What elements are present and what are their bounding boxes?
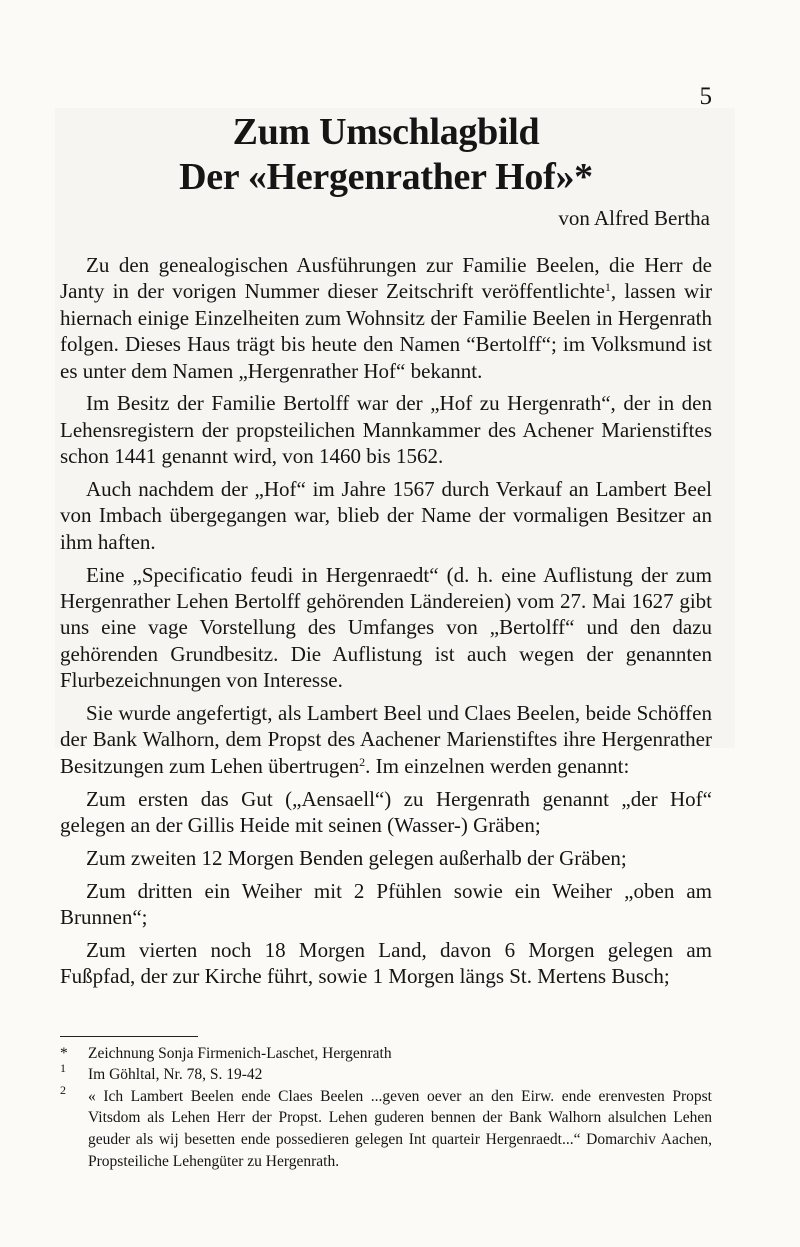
footnote-ref: 1 (604, 280, 611, 295)
footnotes (60, 1043, 712, 1173)
paragraph: Eine „Specificatio feudi in Hergenraedt“ (d. h. eine Auflistung der zum Hergenrather Lehen Bertolff gehörenden Ländereien) vom 27. Mai 1627 gibt uns eine vage Vorstellung des Umfanges von „Bertolff“ und den dazu gehörenden Grundbesitz. Die Auflistung ist auch wegen der genannten Flurbezeichnungen von Interesse. (60, 562, 712, 693)
title-line-2: Der «Hergenrather Hof»* (179, 156, 593, 198)
author-byline: von Alfred Bertha (558, 206, 710, 230)
title-line-1: Zum Umschlagbild (232, 111, 540, 153)
footnote-ref: 2 (359, 754, 366, 769)
paragraph: Zum dritten ein Weiher mit 2 Pfühlen sowie ein Weiher „oben am Brunnen“; (60, 878, 712, 930)
paragraph: Zum zweiten 12 Morgen Benden gelegen außerhalb der Gräben; (86, 845, 627, 870)
paragraph: Sie wurde angefertigt, als Lambert Beel und Claes Beelen, beide Schöffen der Bank Walhorn, dem Propst des Aachener Marienstiftes ihre Hergenrather Besitzungen zum Lehen übertrugen$^2$. Im einzelnen werden genannt: (60, 701, 712, 778)
document-page (60, 82, 712, 1172)
page-number: 5 (699, 83, 712, 110)
footnote (60, 1061, 712, 1086)
footnote-mark: * (60, 1044, 68, 1062)
footnote-mark: 1 (60, 1061, 66, 1076)
paragraph: Im Besitz der Familie Bertolff war der „Hof zu Hergenrath“, der in den Lehensregistern der propsteilichen Mannkammer des Achener Marienstiftes schon 1441 genannt wird, von 1460 bis 1562. (60, 391, 712, 469)
paragraph: Zu den genealogischen Ausführungen zur Familie Beelen, die Herr de Janty in der vorigen Nummer dieser Zeitschrift veröffentlichte$^1$, lassen wir hiernach einige Einzelheiten zum Wohnsitz der Familie Beelen in Hergenrath folgen. Dieses Haus trägt bis heute den Namen “Bertolff“; im Volksmund ist es unter dem Namen „Hergenrather Hof“ bekannt. (60, 253, 712, 383)
footnote-text: Im Göhltal, Nr. 78, S. 19-42 (88, 1066, 263, 1084)
footnote-text: « Ich Lambert Beelen ende Claes Beelen ...geven oever an den Eirw. ende erenvesten Propst Vitsdom als Lehen Herr der Propst. Lehen guderen bennen der Bank Walhorn alsulchen Lehen geuder als wij besetten ende possedieren gelegen Int quarteir Hergenraedt...“ Domarchiv Aachen, Propsteiliche Lehengüter zu Hergenrath. (88, 1087, 712, 1170)
footnote-text: Zeichnung Sonja Firmenich-Laschet, Hergenrath (88, 1044, 392, 1062)
footnote-mark: 2 (60, 1082, 66, 1097)
article-body (60, 252, 712, 990)
footnote (60, 1043, 712, 1065)
article-title (60, 110, 712, 200)
footnote-divider (60, 1036, 198, 1037)
footnote (60, 1082, 712, 1172)
paragraph: Zum vierten noch 18 Morgen Land, davon 6 Morgen gelegen am Fußpfad, der zur Kirche führt, sowie 1 Morgen längs St. Mertens Busch; (60, 937, 712, 989)
paragraph: Auch nachdem der „Hof“ im Jahre 1567 durch Verkauf an Lambert Beel von Imbach übergegangen war, blieb der Name der vormaligen Besitzer an ihm haften. (60, 477, 712, 554)
paragraph: Zum ersten das Gut („Aensaell“) zu Hergenrath genannt „der Hof“ gelegen an der Gillis Heide mit seinen (Wasser-) Gräben; (60, 786, 712, 838)
